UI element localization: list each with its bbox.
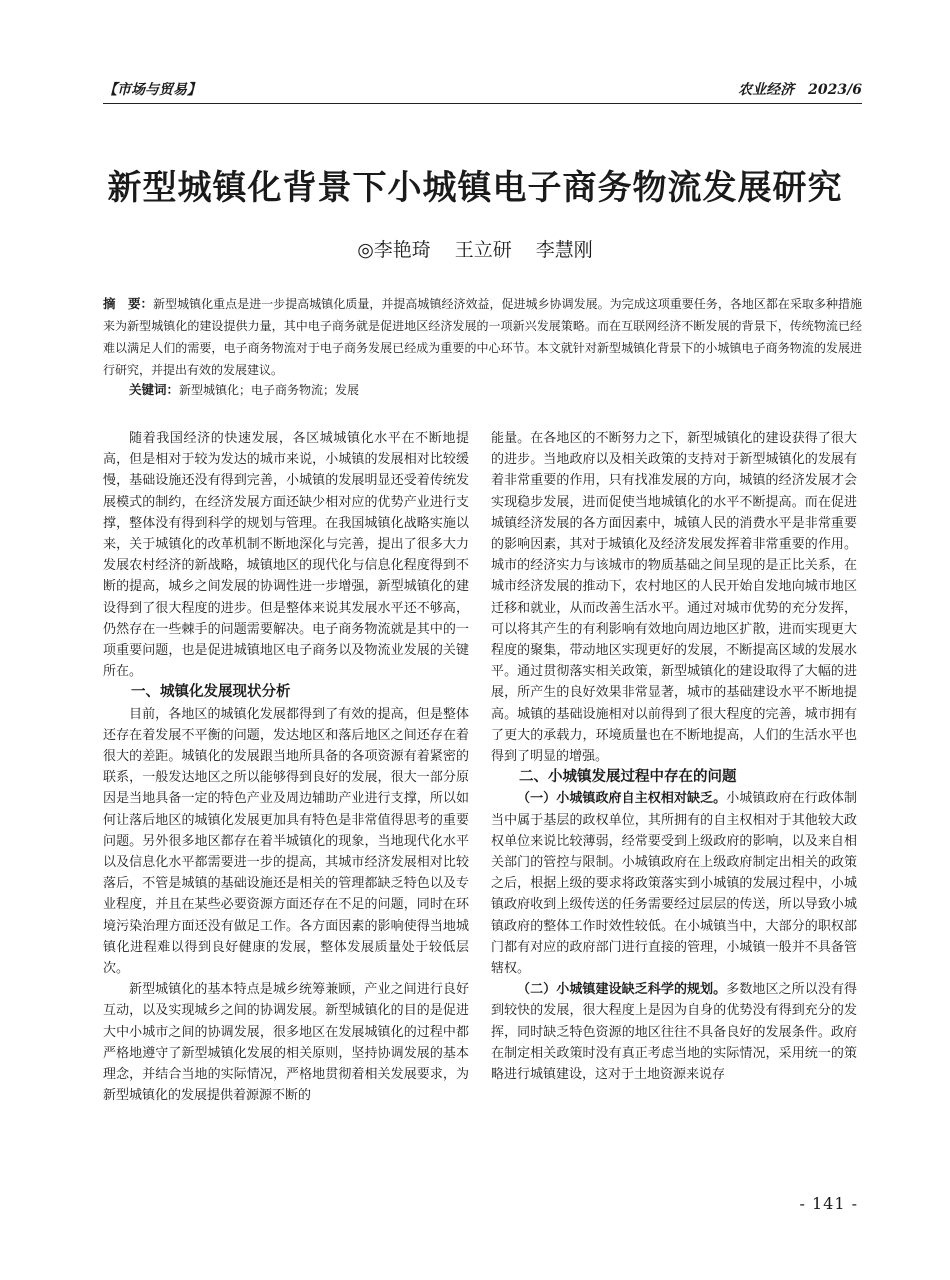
subsection-paragraph	[491, 788, 857, 979]
body-paragraph: 目前，各地区的城镇化发展都得到了有效的提高，但是整体还存在着发展不平衡的问题，发达地区和落后地区之间还存在着很大的差距。城镇化的发展跟当地所具备的各项资源有着紧密的联系，一般发达地区之所以能够得到良好的发展，很大一部分原因是当地具备一定的特色产业及周边辅助产业进行支撑，所以如何让落后地区的城镇化发展更加具有特色是非常值得思考的重要问题。另外很多地区都存在着半城镇化的现象，当地现代化水平以及信息化水平都需要进一步的提高，其城市经济发展相对比较落后，不管是城镇的基础设施还是相关的管理都缺乏特色以及专业程度，并且在某些必要资源方面还存在不足的问题，同时在环境污染治理方面还没有做足工作。各方面因素的影响使得当地城镇化进程难以得到良好健康的发展，整体发展质量处于较低层次。	[103, 706, 469, 977]
section-heading-2: 二、小城镇发展过程中存在的问题	[519, 769, 737, 786]
keywords-label: 关键词：	[129, 382, 180, 397]
subsection-heading-2: （二）小城镇建设缺乏科学的规划。	[517, 982, 727, 998]
subsection-text-1: 小城镇政府在行政体制当中属于基层的政权单位，其所拥有的自主权相对于其他较大政权单位来说比较薄弱，经常要受到上级政府的影响，以及来自相关部门的管控与限制。小城镇政府在上级政府制定出相关的政策之后，根据上级的要求将政策落实到小城镇的发展过程中，小城镇政府收到上级传送的任务需要经过层层的传送，所以导致小城镇政府的整体工作时效性较低。在小城镇当中，大部分的职权部门都有对应的政府部门进行直接的管理，小城镇一般并不具备管辖权。	[491, 791, 857, 977]
body-paragraph: 随着我国经济的快速发展，各区城城镇化水平在不断地提高，但是相对于较为发达的城市来说，小城镇的发展相对比较缓慢，基础设施还没有得到完善，小城镇的发展明显还受着传统发展模式的制约，在经济发展方面还缺少相对应的优势产业进行支撑，整体没有得到科学的规划与管理。在我国城镇化战略实施以来，关于城镇化的改革机制不断地深化与完善，提出了很多大力发展农村经济的新战略，城镇地区的现代化与信息化程度得到不断的提高，城乡之间发展的协调性进一步增强，新型城镇化的建设得到了很大程度的进步。但是整体来说其发展水平还不够高，仍然存在一些棘手的问题需要解决。电子商务物流就是其中的一项重要问题，也是促进城镇地区电子商务以及物流业发展的关键所在。	[103, 431, 469, 680]
abstract-label: 摘 要：	[103, 296, 154, 311]
body-paragraph: 新型城镇化的基本特点是城乡统筹兼顾，产业之间进行良好互动，以及实现城乡之间的协调发展。新型城镇化的目的是促进大中小城市之间的协调发展，很多地区在发展城镇化的过程中都严格地遵守了新型城镇化发展的相关原则，坚持协调发展的基本理念，并结合当地的实际情况，严格地贯彻着相关发展要求，为新型城镇化的发展提供着源源不断的	[103, 982, 469, 1104]
keywords	[129, 380, 359, 398]
author-1: ◎李艳琦	[357, 239, 431, 261]
header-rule	[103, 103, 862, 104]
section-label: 【市场与贸易】	[103, 82, 201, 98]
author-2: 王立研	[454, 239, 512, 261]
author-list	[0, 235, 950, 262]
article-title: 新型城镇化背景下小城镇电子商务物流发展研究	[107, 168, 843, 208]
right-column	[491, 428, 857, 1085]
running-header	[103, 79, 862, 101]
body-paragraph: 能量。在各地区的不断努力之下，新型城镇化的建设获得了很大的进步。当地政府以及相关政策的支持对于新型城镇化的发展有着非常重要的作用，只有找准发展的方向，城镇的经济发展才会实现稳步发展，进而促使当地城镇化的水平不断提高。而在促进城镇经济发展的各方面因素中，城镇人民的消费水平是非常重要的影响因素，其对于城镇化及经济发展发挥着非常重要的作用。城市的经济实力与该城市的物质基础之间呈现的是正比关系，在城市经济发展的推动下，农村地区的人民开始自发地向城市地区迁移和就业，从而改善生活水平。通过对城市优势的充分发挥，可以将其产生的有利影响有效地向周边地区扩散，进而实现更大程度的聚集，带动地区实现更好的发展，不断提高区域的发展水平。通过贯彻落实相关政策，新型城镇化的建设取得了大幅的进展，所产生的良好效果非常显著，城市的基础建设水平不断地提高。城镇的基础设施相对以前得到了很大程度的完善，城市拥有了更大的承载力，环境质量也在不断地提高，人们的生活水平也得到了明显的增强。	[491, 431, 857, 765]
left-column	[103, 428, 469, 1107]
abstract-text: 新型城镇化重点是进一步提高城镇化质量，并提高城镇经济效益，促进城乡协调发展。为完成这项重要任务，各地区都在采取多种措施来为新型城镇化的建设提供力量，其中电子商务就是促进地区经济发展的一项新兴发展策略。而在互联网经济不断发展的背景下，传统物流已经难以满足人们的需要，电子商务物流对于电子商务发展已经成为重要的中心环节。本文就针对新型城镇化背景下的小城镇电子商务物流的发展进行研究，并提出有效的发展建议。	[103, 297, 862, 377]
subsection-heading-1: （一）小城镇政府自主权相对缺乏。	[517, 791, 727, 807]
subsection-text-2: 多数地区之所以没有得到较快的发展，很大程度上是因为自身的优势没有得到充分的发挥，同时缺乏特色资源的地区往往不具备良好的发展条件。政府在制定相关政策时没有真正考虑当地的实际情况，采用统一的策略进行城镇建设，这对于土地资源来说存	[491, 982, 857, 1083]
abstract	[103, 293, 862, 381]
author-3: 李慧刚	[535, 239, 593, 261]
page-number: - 141 -	[799, 1194, 858, 1213]
subsection-paragraph	[491, 979, 857, 1085]
journal-issue: 农业经济 2023/6	[738, 82, 862, 98]
keywords-text: 新型城镇化；电子商务物流；发展	[179, 383, 360, 397]
section-heading-1: 一、城镇化发展现状分析	[131, 684, 291, 701]
